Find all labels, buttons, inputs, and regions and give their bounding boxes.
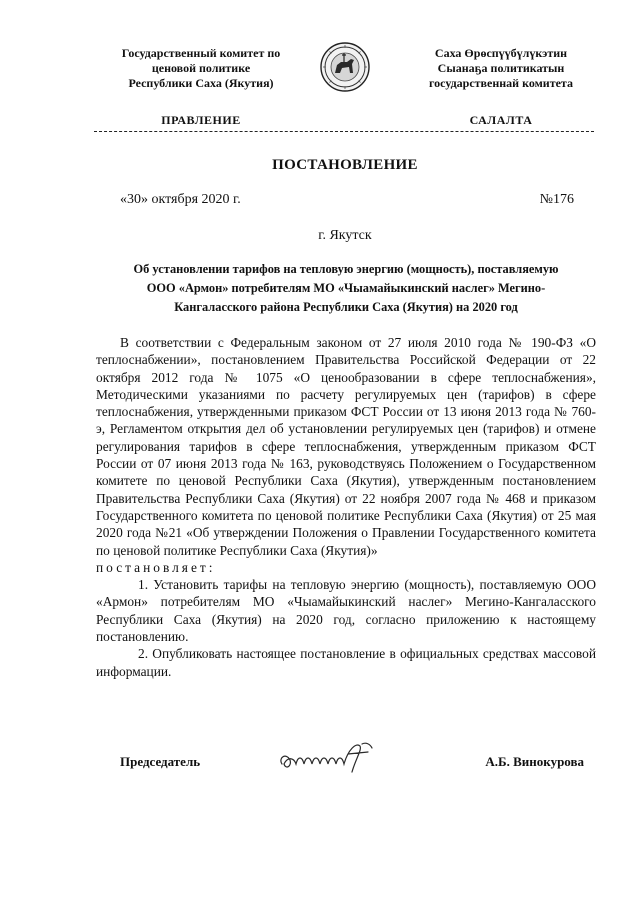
header-right-authority bbox=[396, 46, 606, 91]
header-left-line: ценовой политике bbox=[151, 61, 251, 75]
document-date: «30» октября 2020 г. bbox=[120, 192, 241, 207]
title-line: ООО «Армон» потребителям МО «Чыамайыкинский наслег» Мегино- bbox=[146, 281, 546, 295]
header-right-line: Сыанаҕа политикатын bbox=[437, 61, 565, 75]
title-line: Об установлении тарифов на тепловую энергию (мощность), поставляемую bbox=[133, 262, 559, 276]
document-body bbox=[96, 334, 596, 680]
header-left-line: Республики Саха (Якутия) bbox=[128, 76, 274, 90]
decree-word: постановляет: bbox=[96, 559, 216, 575]
decree-item-2: 2. Опубликовать настоящее постановление в официальных средствах массовой информации. bbox=[96, 646, 596, 679]
document-city: г. Якутск bbox=[318, 228, 372, 243]
coat-of-arms-emblem-icon bbox=[320, 42, 370, 92]
signatory-title: Председатель bbox=[120, 754, 201, 769]
header-left-line: Государственный комитет по bbox=[121, 46, 281, 60]
header-right-line: государственнай комитета bbox=[429, 76, 573, 90]
decree-item-1: 1. Установить тарифы на тепловую энергию (мощность), поставляемую ООО «Армон» потребителям МО «Чыамайыкинский наслег» Мегино-Кангаласского Республики Саха (Якутия) на 2020 год, согласно приложению к настоящему постановлению. bbox=[96, 577, 596, 645]
document-title bbox=[96, 260, 596, 317]
handwritten-signature bbox=[276, 736, 376, 778]
document-number: №176 bbox=[539, 192, 574, 207]
signatory-name: А.Б. Винокурова bbox=[485, 754, 584, 769]
preamble-paragraph: В соответствии с Федеральным законом от 27 июля 2010 года № 190-ФЗ «О теплоснабжении», постановлением Правительства Российской Федерации от 22 октября 2012 года № 1075 «О ценообразовании в сфере теплоснабжения», Методическими указаниями по расчету регулируемых цен (тарифов) в сфере теплоснабжения, утвержденными приказом ФСТ России от 13 июня 2013 года № 760-э, Регламентом открытия дел об установлении регулируемых цен (тарифов) и отмене регулирования тарифов в сфере теплоснабжения, утвержденным приказом ФСТ России от 07 июня 2013 года № 163, руководствуясь Положением о Государственном комитете по ценовой Республики Саха (Якутия), утвержденным постановлением Правительства Республики Саха (Якутия) от 22 ноября 2007 года № 468 и приказом Государственного комитета по ценовой политике Республики Саха (Якутия) от 25 мая 2020 года №21 «Об утверждении Положения о Правлении Государственного комитета по ценовой политике Республики Саха (Якутия)» bbox=[96, 335, 596, 558]
department-right: САЛАЛТА bbox=[469, 113, 533, 127]
header-right-line: Саха Өрөспүүбүлүкэтин bbox=[434, 46, 568, 60]
document-type: ПОСТАНОВЛЕНИЕ bbox=[272, 157, 418, 173]
department-left: ПРАВЛЕНИЕ bbox=[161, 113, 241, 127]
title-line: Кангаласского района Республики Саха (Якутия) на 2020 год bbox=[174, 300, 518, 314]
header-left-authority bbox=[96, 46, 306, 91]
header-divider bbox=[94, 131, 594, 132]
